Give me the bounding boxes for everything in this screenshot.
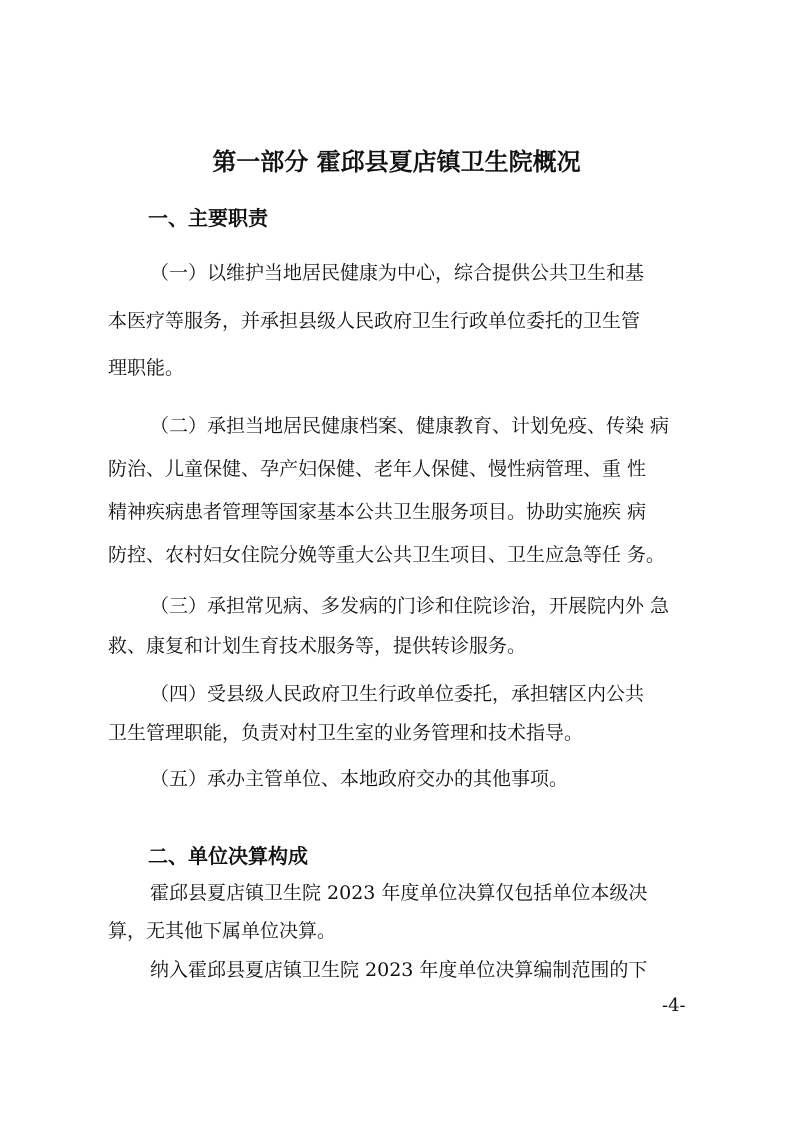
paragraph-line: 霍邱县夏店镇卫生院 2023 年度单位决算仅包括单位本级决 <box>150 882 648 904</box>
paragraph-line: 救、康复和计划生育技术服务等，提供转诊服务。 <box>108 635 527 657</box>
paragraph-line: 纳入霍邱县夏店镇卫生院 2023 年度单位决算编制范围的下 <box>150 959 648 981</box>
paragraph-line: 算，无其他下属单位决算。 <box>108 920 337 942</box>
paragraph-line: 精神疾病患者管理等国家基本公共卫生服务项目。协助实施疾 病 <box>108 501 647 523</box>
section-heading-composition: 二、单位决算构成 <box>148 844 308 868</box>
paragraph-line: 防控、农村妇女住院分娩等重大公共卫生项目、卫生应急等任 务。 <box>108 544 666 566</box>
paragraph-line: 本医疗等服务，并承担县级人民政府卫生行政单位委托的卫生管 <box>108 310 641 332</box>
paragraph-line: 卫生管理职能，负责对村卫生室的业务管理和技术指导。 <box>108 722 584 744</box>
paragraph-line: （一）以维护当地居民健康为中心，综合提供公共卫生和基 <box>150 262 645 284</box>
page-title: 第一部分 霍邱县夏店镇卫生院概况 <box>212 148 581 176</box>
page-number: -4- <box>662 995 686 1016</box>
section-heading-duties: 一、主要职责 <box>148 206 268 230</box>
paragraph-line: （四）受县级人民政府卫生行政单位委托，承担辖区内公共 <box>150 683 645 705</box>
paragraph-line: 防治、儿童保健、孕产妇保健、老年人保健、慢性病管理、重 性 <box>108 458 647 480</box>
paragraph-line: （三）承担常见病、多发病的门诊和住院诊治，开展院内外 急 <box>150 595 670 617</box>
paragraph-line: 理职能。 <box>108 357 185 379</box>
paragraph-line: （二）承担当地居民健康档案、健康教育、计划免疫、传染 病 <box>150 415 670 437</box>
paragraph-line: （五）承办主管单位、本地政府交办的其他事项。 <box>150 768 569 790</box>
